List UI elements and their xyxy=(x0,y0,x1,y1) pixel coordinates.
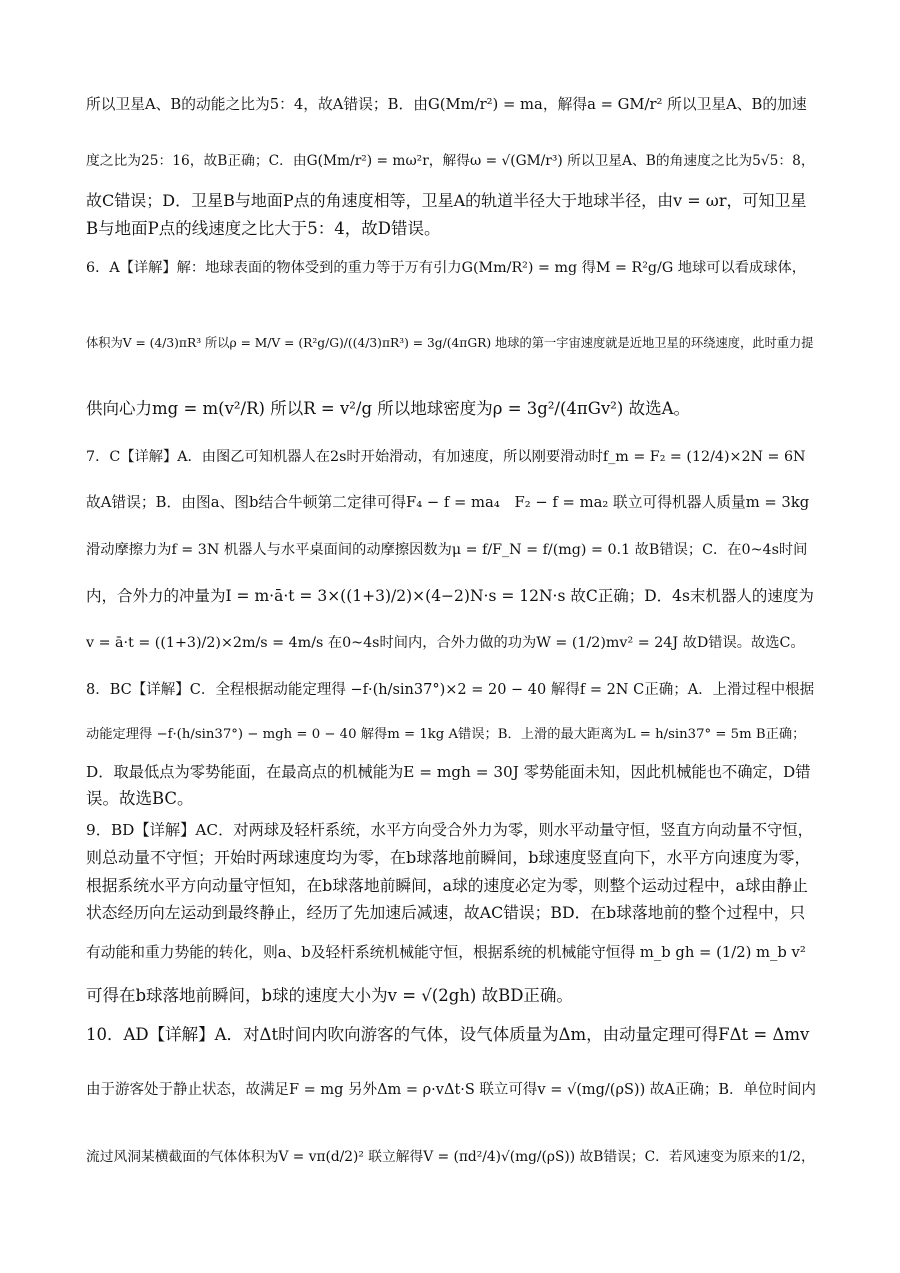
text-line: 度之比为25：16，故B正确；C．由G(Mm/r²) = mω²r，解得ω = √(GM/r³) 所以卫星A、B的角速度之比为5√5：8， xyxy=(86,153,815,169)
text-line: 误。故选BC。 xyxy=(86,789,194,808)
text-line: 根据系统水平方向动量守恒知，在b球落地前瞬间，a球的速度必定为零，则整个运动过程中，a球由静止 xyxy=(86,876,808,895)
text-line: 由于游客处于静止状态，故满足F = mg 另外Δm = ρ·vΔt·S 联立可得v = √(mg/(ρS)) 故A正确；B．单位时间内 xyxy=(86,1082,816,1098)
text-line: 故C错误；D．卫星B与地面P点的角速度相等，卫星A的轨道半径大于地球半径，由v = ωr，可知卫星 xyxy=(86,191,807,210)
text-line: 7．C【详解】A．由图乙可知机器人在2s时开始滑动，有加速度，所以刚要滑动时f_m = F₂ = (12/4)×2N = 6N xyxy=(86,449,806,465)
text-line: 动能定理得 −f·(h/sin37°) − mgh = 0 − 40 解得m = 1kg A错误；B．上滑的最大距离为L = h/sin37° = 5m B正确； xyxy=(86,727,806,742)
text-line: 状态经历向左运动到最终静止，经历了先加速后减速，故AC错误；BD．在b球落地前的整个过程中，只 xyxy=(86,903,806,922)
text-line: D．取最低点为零势能面，在最高点的机械能为E = mgh = 30J 零势能面未知，因此机械能也不确定，D错 xyxy=(86,763,811,781)
text-line: 内，合外力的冲量为I = m·ā·t = 3×((1+3)/2)×(4−2)N·s = 12N·s 故C正确；D．4s末机器人的速度为 xyxy=(86,587,814,605)
text-line: 供向心力mg = m(v²/R) 所以R = v²/g 所以地球密度为ρ = 3g²/(4πGv²) 故选A。 xyxy=(86,399,690,418)
text-line: 9．BD【详解】AC．对两球及轻杆系统，水平方向受合外力为零，则水平动量守恒，竖直方向动量不守恒， xyxy=(86,821,813,839)
text-line: 故A错误；B．由图a、图b结合牛顿第二定律可得F₄ − f = ma₄ F₂ − f = ma₂ 联立可得机器人质量m = 3kg xyxy=(86,494,810,511)
text-line: v = ā·t = ((1+3)/2)×2m/s = 4m/s 在0~4s时间内，合外力做的功为W = (1/2)mv² = 24J 故D错误。故选C。 xyxy=(86,635,805,651)
text-line: 有动能和重力势能的转化，则a、b及轻杆系统机械能守恒，根据系统的机械能守恒得 m_b gh = (1/2) m_b v² xyxy=(86,944,806,961)
text-line: 所以卫星A、B的动能之比为5：4，故A错误；B．由G(Mm/r²) = ma，解得a = GM/r² 所以卫星A、B的加速 xyxy=(86,96,807,113)
text-line: 6．A【详解】解：地球表面的物体受到的重力等于万有引力G(Mm/R²) = mg 得M = R²g/G 地球可以看成球体， xyxy=(86,260,806,276)
text-line: 则总动量不守恒；开始时两球速度均为零，在b球落地前瞬间，b球速度竖直向下，水平方向速度为零， xyxy=(86,848,811,867)
text-line: 体积为V = (4/3)πR³ 所以ρ = M/V = (R²g/G)/((4/3)πR³) = 3g/(4πGR) 地球的第一宇宙速度就是近地卫星的环绕速度，此时重力提 xyxy=(86,336,814,350)
text-line: 10．AD【详解】A．对Δt时间内吹向游客的气体，设气体质量为Δm，由动量定理可得FΔt = Δmv xyxy=(86,1025,810,1044)
text-line: B与地面P点的线速度之比大于5：4，故D错误。 xyxy=(86,219,441,238)
text-line: 滑动摩擦力为f = 3N 机器人与水平桌面间的动摩擦因数为μ = f/F_N = f/(mg) = 0.1 故B错误；C．在0~4s时间 xyxy=(86,542,808,558)
text-line: 流过风洞某横截面的气体体积为V = vπ(d/2)² 联立解得V = (πd²/4)√(mg/(ρS)) 故B错误；C．若风速变为原来的1/2， xyxy=(86,1149,815,1165)
text-line: 可得在b球落地前瞬间，b球的速度大小为v = √(2gh) 故BD正确。 xyxy=(86,986,573,1005)
text-line: 8．BC【详解】C．全程根据动能定理得 −f·(h/sin37°)×2 = 20 − 40 解得f = 2N C正确；A．上滑过程中根据 xyxy=(86,682,815,698)
